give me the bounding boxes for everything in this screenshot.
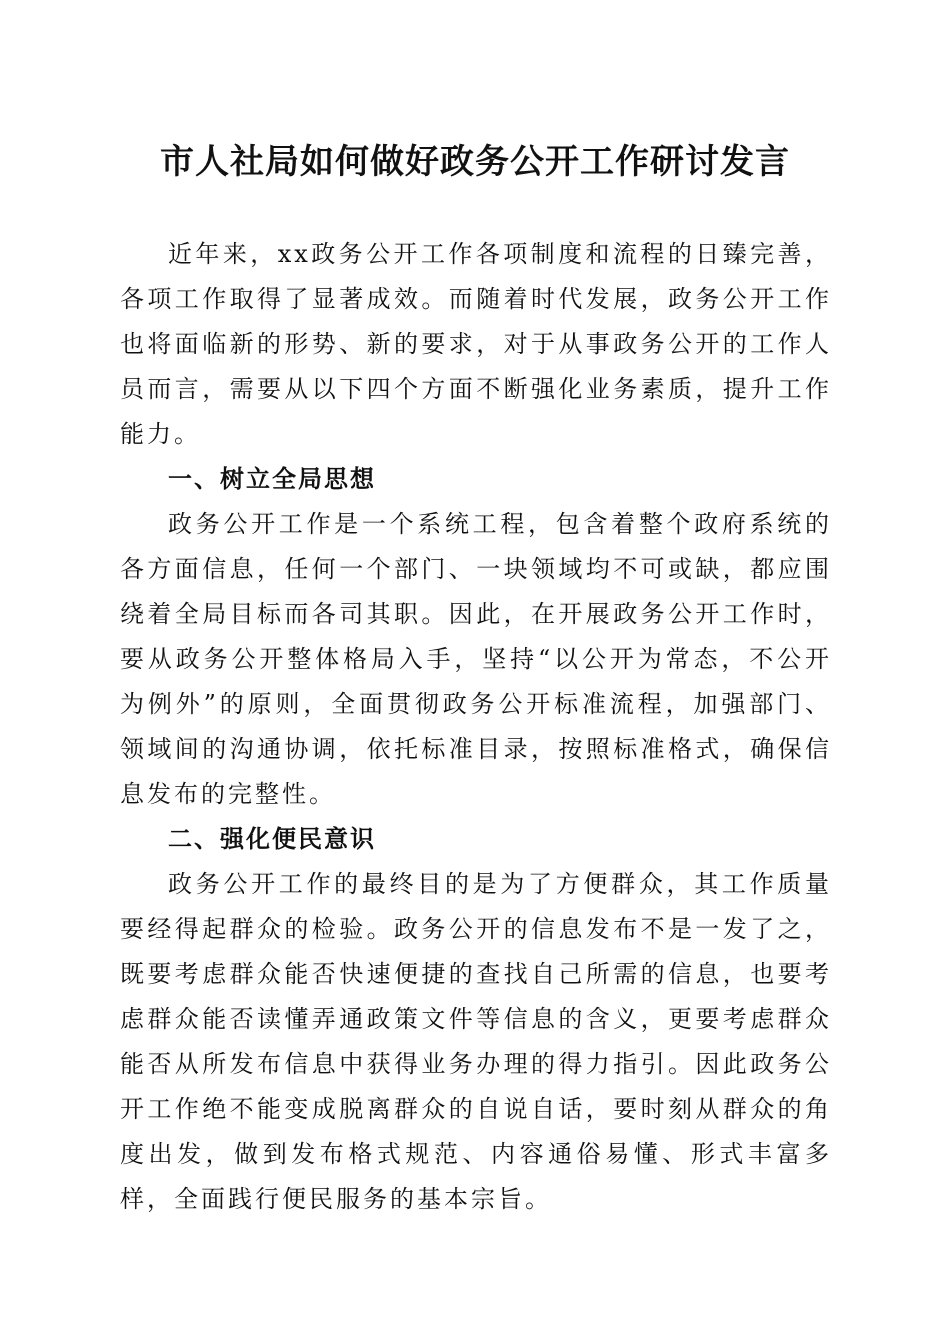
section-heading-2: 二、强化便民意识 [168, 825, 376, 853]
document-body [120, 232, 832, 1222]
intro-paragraph: 近年来，xx政务公开工作各项制度和流程的日臻完善，各项工作取得了显著成效。而随着时代发展，政务公开工作也将面临新的形势、新的要求，对于从事政务公开的工作人员而言，需要从以下四个方面不断强化业务素质，提升工作能力。 [120, 240, 832, 448]
section-heading-1: 一、树立全局思想 [168, 465, 376, 493]
section-paragraph-1: 政务公开工作是一个系统工程，包含着整个政府系统的各方面信息，任何一个部门、一块领域均不可或缺，都应围绕着全局目标而各司其职。因此，在开展政务公开工作时，要从政务公开整体格局入手，坚持“以公开为常态，不公开为例外”的原则，全面贯彻政务公开标准流程，加强部门、领域间的沟通协调，依托标准目录，按照标准格式，确保信息发布的完整性。 [120, 510, 832, 808]
document-title: 市人社局如何做好政务公开工作研讨发言 [160, 142, 790, 182]
section-paragraph-2: 政务公开工作的最终目的是为了方便群众，其工作质量要经得起群众的检验。政务公开的信息发布不是一发了之，既要考虑群众能否快速便捷的查找自己所需的信息，也要考虑群众能否读懂弄通政策文件等信息的含义，更要考虑群众能否从所发布信息中获得业务办理的得力指引。因此政务公开工作绝不能变成脱离群众的自说自话，要时刻从群众的角度出发，做到发布格式规范、内容通俗易懂、形式丰富多样，全面践行便民服务的基本宗旨。 [120, 870, 832, 1213]
